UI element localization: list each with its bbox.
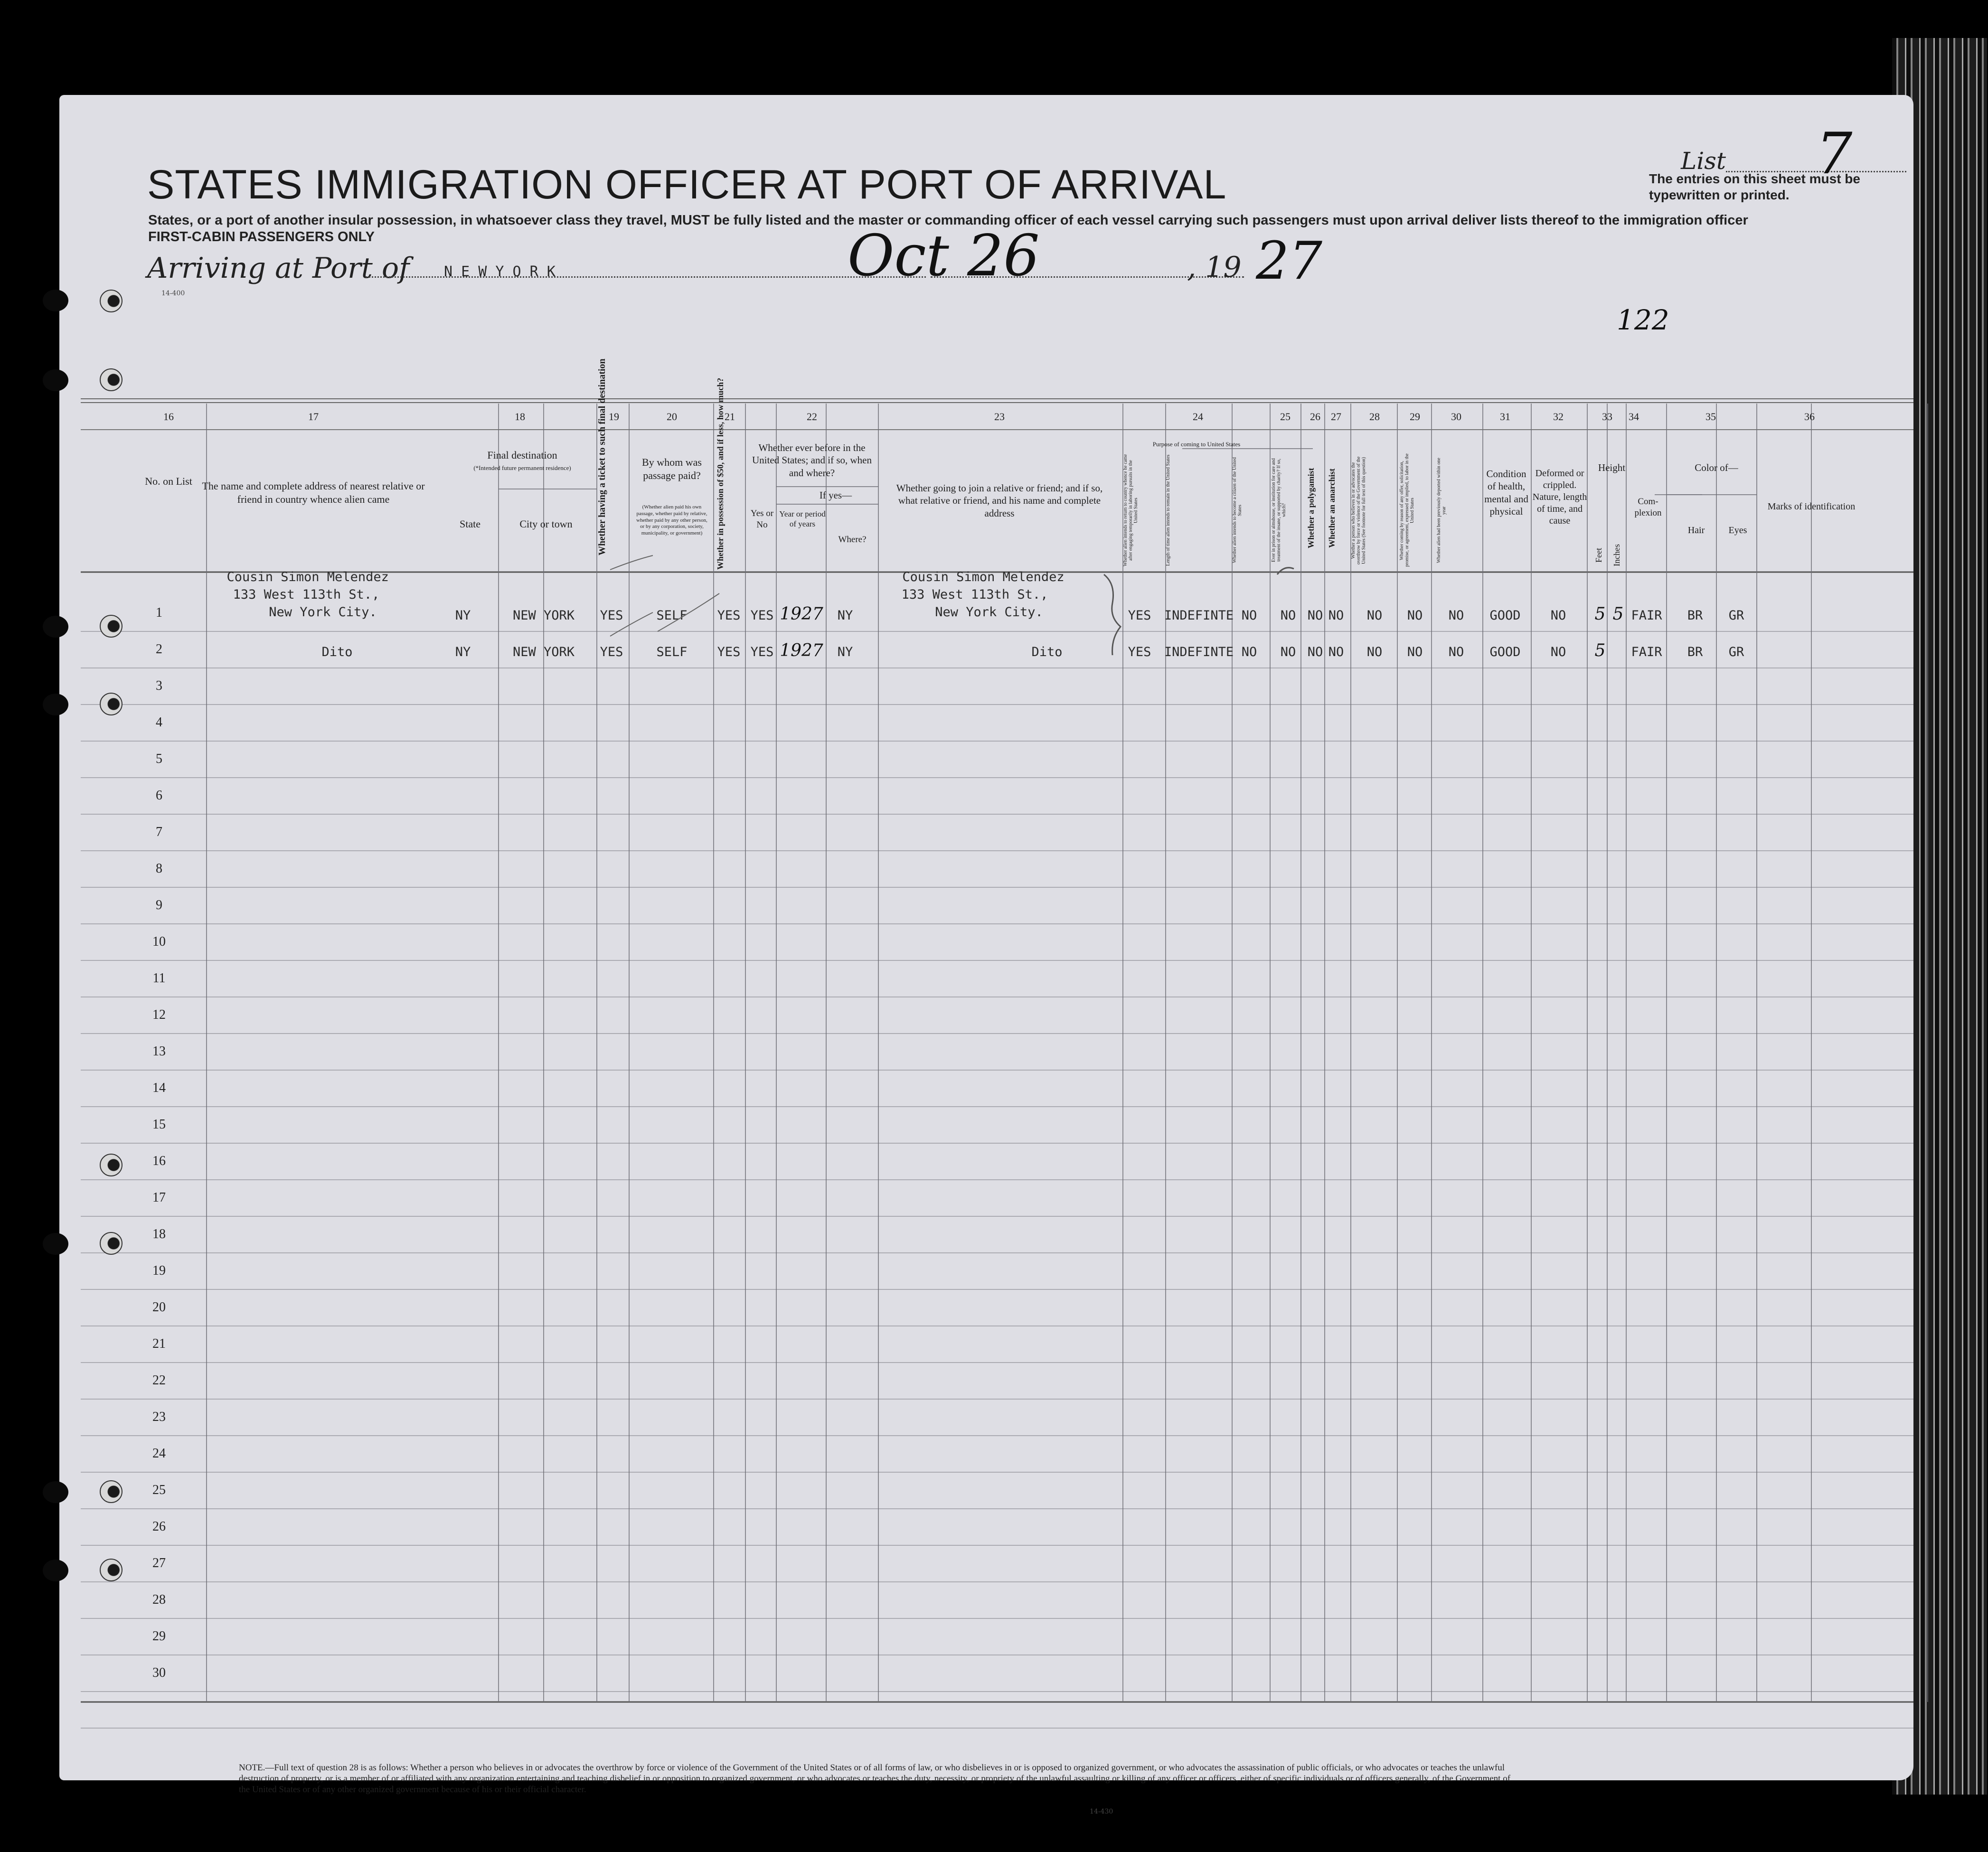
hair-cell: BR [1687,645,1703,659]
joining-line-2: 133 West 113th St., [901,587,1048,602]
header-polygamist: Whether a polygamist [1306,468,1316,548]
row-number: 12 [152,1007,166,1022]
row-number: 29 [152,1629,166,1644]
citizen-cell: NO [1241,608,1257,623]
deformed-cell: NO [1550,608,1566,623]
prison-cell: NO [1280,645,1296,659]
port-value: N E W Y O R K [444,263,556,280]
header-complexion: Com- plexion [1634,497,1662,518]
col-num-16: 16 [163,411,174,423]
col-num-33: 33 [1602,411,1612,423]
health-cell: GOOD [1489,608,1521,623]
col-num-26: 26 [1310,411,1320,423]
col-num-17: 17 [308,411,319,423]
col-num-22: 22 [807,411,817,423]
form-subtitle-line2: FIRST-CABIN PASSENGERS ONLY [148,229,375,244]
row-number: 4 [156,715,162,730]
header-citizen: Whether alien intends to become a citizen of the United States [1232,457,1243,564]
header-if-yes: If yes— [819,489,852,501]
eyes-cell: GR [1728,645,1744,659]
ticket-cell: YES [600,645,623,659]
deported-cell: NO [1448,608,1464,623]
joining-line-1: Cousin Simon Melendez [902,570,1065,584]
header-ticket: Whether having a ticket to such final destination [597,358,607,555]
year-cell: 1927 [780,641,823,660]
row-number: 19 [152,1263,166,1278]
header-inches: Inches [1612,544,1621,567]
row-number: 15 [152,1117,166,1132]
header-where: Where? [838,535,867,545]
binder-hole [43,1233,68,1255]
row-number: 30 [152,1665,166,1680]
binder-hole [43,290,68,311]
binder-eyelet [100,1559,122,1581]
feet-cell: 5 [1594,641,1606,660]
header-hair: Hair [1687,525,1705,536]
fifty-cell: YES [717,608,741,623]
state-cell: NY [455,608,471,623]
list-label: List [1681,147,1726,175]
row-number: 6 [156,788,162,803]
city-cell: NEW YORK [512,645,575,659]
col-num-24: 24 [1193,411,1203,423]
city-cell: NEW YORK [512,608,575,623]
form-title: STATES IMMIGRATION OFFICER AT PORT OF ARRIVAL [147,162,1227,207]
prison-cell: NO [1280,608,1296,623]
row-number: 28 [152,1592,166,1607]
form-code-top: 14-400 [161,290,185,297]
row-number: 25 [152,1483,166,1497]
header-joining: Whether going to join a relative or friend; and if so, what relative or friend, and his name and complete address [896,482,1103,519]
row-number: 9 [156,898,162,912]
col-num-32: 32 [1553,411,1564,423]
before-cell: YES [750,608,774,623]
complexion-cell: FAIR [1631,645,1662,659]
complexion-cell: FAIR [1631,608,1662,623]
pencil-marks [582,555,1294,679]
header-offer: Whether coming by reason of any offer, solicitation, promise, or agreement, expressed or implied, to labor in the United States [1399,453,1415,567]
row-number: 5 [156,752,162,766]
header-state: State [460,518,481,530]
header-feet: Feet [1594,548,1603,563]
paid-by-cell: SELF [656,645,688,659]
header-purpose: Purpose of coming to United States [1152,441,1241,448]
binder-eyelet [100,693,122,715]
year-cell: 1927 [780,604,823,624]
binder-eyelet [100,1480,122,1503]
polygamist-cell: NO [1307,608,1323,623]
row-number: 8 [156,861,162,876]
col-num-34: 34 [1629,411,1639,423]
row-number: 22 [152,1373,166,1388]
row-number: 10 [152,934,166,949]
arrival-date: Oct 26 [848,223,1040,289]
header-eyes: Eyes [1728,525,1747,536]
row-number: 21 [152,1336,166,1351]
col-num-36: 36 [1804,411,1815,423]
header-yes-no: Yes or No [750,508,774,530]
binder-hole [43,694,68,715]
overthrow-cell: NO [1366,608,1383,623]
feet-cell: 5 [1594,604,1606,624]
col-num-30: 30 [1451,411,1461,423]
binder-eyelet [100,615,122,638]
col-num-35: 35 [1705,411,1716,423]
hair-cell: BR [1687,608,1703,623]
row-number: 14 [152,1081,166,1095]
relative-line-1: Cousin Simon Melendez [226,570,389,584]
header-ever-before: Whether ever before in the United States; and if so, when and where? [752,442,872,479]
offer-cell: NO [1407,645,1423,659]
col-num-25: 25 [1280,411,1291,423]
row-number: 13 [152,1044,166,1059]
row-number: 26 [152,1519,166,1534]
footnote: NOTE.—Full text of question 28 is as follows: Whether a person who believes in or advocates the overthrow by force or violence of the Government of the United States or of all forms of law, or who disbelieves in or is opposed to organized government, or who advocates the assassination of public officials, or who advocates or teaches the unlawful destruction of property, or is a member of or affiliated with any organization entertaining and teaching disbelief in or opposition to organized government, or who advocates or teaches the duty, necessity, or propriety of the unlawful assaulting or killing of any officer or officers, either of specific individuals or of officers generally, of the Government of the United States or of any other organized government because of his or their official character. [239,1763,1511,1795]
polygamist-cell: NO [1307,645,1323,659]
paid-by-cell: SELF [656,608,688,623]
ruled-grid [59,95,1913,1780]
header-final-destination: Final destination [487,449,557,461]
header-health: Condition of health, mental and physical [1484,468,1528,517]
health-cell: GOOD [1489,645,1521,659]
page-number: 122 [1617,304,1669,336]
header-final-destination-note: (*Intended future permanent residence) [473,464,571,471]
binder-hole [43,1481,68,1503]
year-handwritten: 27 [1256,230,1322,291]
relative-line-3: New York City. [269,605,377,620]
row-number: 20 [152,1300,166,1315]
row-number: 16 [152,1154,166,1168]
binder-hole [43,616,68,638]
header-deformed: Deformed or crippled. Nature, length of time, and cause [1532,468,1587,526]
header-height: Height [1598,462,1626,473]
header-city: City or town [519,518,573,530]
year-prefix: , 19 [1187,251,1242,284]
col-num-28: 28 [1369,411,1380,423]
row-number: 18 [152,1227,166,1241]
list-number: 7 [1816,121,1853,187]
offer-cell: NO [1407,608,1423,623]
header-prison: Ever in prison or almshouse, or institution for care and treatment of the insane, or supported by charity? If so, which? [1271,458,1287,563]
relative-line-1: Dito [321,645,353,659]
joining-line-3: New York City. [935,605,1043,620]
joining-line-1: Dito [1031,645,1063,659]
anarchist-cell: NO [1328,608,1344,623]
row-number: 7 [156,825,162,839]
anarchist-cell: NO [1328,645,1344,659]
col-num-20: 20 [667,411,677,423]
arriving-label: Arriving at Port of [147,252,410,285]
typewritten-instruction: The entries on this sheet must be typewritten or printed. [1649,171,1860,202]
header-passage-paid: By whom was passage paid? [642,456,702,481]
manifest-sheet [59,95,1913,1815]
header-year: Year or period of years [779,509,826,529]
binder-hole [43,369,68,391]
header-overthrow: Whether a person who believes in or advocates the overthrow by force or violence of the Government of the United States (See footnote for full text of this question) [1351,456,1366,564]
row-number: 3 [156,678,162,693]
header-nearest-relative: The name and complete address of nearest relative or friend in country whence alien came [202,480,425,505]
where-cell: NY [837,608,853,623]
row-number: 1 [156,605,162,620]
deformed-cell: NO [1550,645,1566,659]
header-marks: Marks of identification [1767,501,1856,512]
header-anarchist: Whether an anarchist [1327,468,1337,548]
binder-eyelet [100,1232,122,1255]
binder-eyelet [100,368,122,391]
header-no-on-list: No. on List [145,475,192,487]
row-number: 23 [152,1410,166,1424]
row-number: 27 [152,1556,166,1570]
row-number: 2 [156,642,162,657]
binder-eyelet [100,290,122,312]
header-passage-note: (Whether alien paid his own passage, whether paid by relative, whether paid by any other person, or by any corporation, society, municipality, or government) [636,504,707,536]
col-num-19: 19 [609,411,619,423]
form-code-bottom: 14-430 [1090,1808,1113,1815]
header-length: Length of time alien intends to remain in the United States [1166,454,1171,566]
citizen-cell: NO [1241,645,1257,659]
eyes-cell: GR [1728,608,1744,623]
row-number: 24 [152,1446,166,1461]
col-num-23: 23 [994,411,1005,423]
overthrow-cell: NO [1366,645,1383,659]
row-number: 17 [152,1190,166,1205]
header-color-of: Color of— [1695,462,1738,473]
header-deported: Whether alien had been previously deported within one year [1436,458,1447,563]
fifty-cell: YES [717,645,741,659]
binder-eyelet [100,1154,122,1176]
deported-cell: NO [1448,645,1464,659]
form-subtitle-line1: States, or a port of another insular possession, in whatsoever class they travel, MUST be fully listed and the master or commanding officer of each vessel carrying such passengers must upon arrival deliver lists thereof to the immigration officer [148,213,1748,228]
col-num-27: 27 [1331,411,1341,423]
col-num-21: 21 [725,411,735,423]
ticket-cell: YES [600,608,623,623]
where-cell: NY [837,645,853,659]
relative-line-2: 133 West 113th St., [233,587,380,602]
row-number: 11 [152,971,166,986]
binder-hole [43,1560,68,1581]
before-cell: YES [750,645,774,659]
return-cell: YES [1128,645,1151,659]
length-cell: INDEFINTE [1164,645,1234,659]
return-cell: YES [1128,608,1151,623]
length-cell: INDEFINTE [1164,608,1234,623]
header-return: Whether alien intends to return to country whence he came after engaging temporarily in laboring pursuits in the United States [1123,454,1139,567]
col-num-18: 18 [515,411,525,423]
col-num-31: 31 [1500,411,1510,423]
header-fifty-dollars: Whether in possession of $50, and if less, how much? [716,377,725,570]
inches-cell: 5 [1612,604,1624,624]
state-cell: NY [455,645,471,659]
col-num-29: 29 [1410,411,1420,423]
